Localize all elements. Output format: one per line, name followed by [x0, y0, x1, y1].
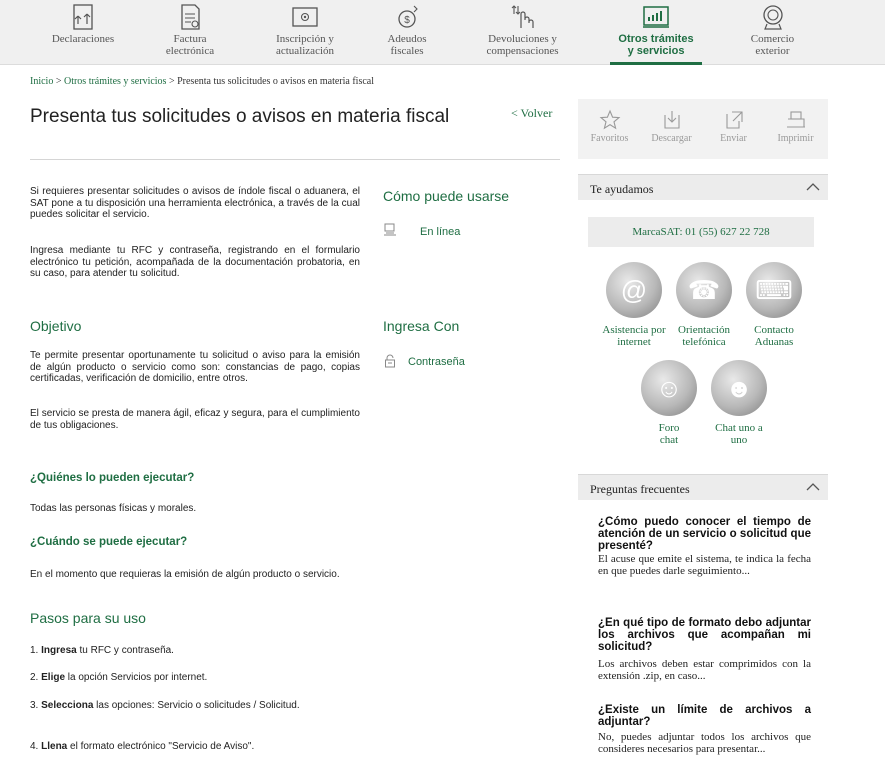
- actions-bar: [578, 99, 828, 159]
- faq-question[interactable]: ¿Existe un límite de archivos a adjuntar?: [598, 704, 811, 728]
- chevron-up-icon[interactable]: [806, 482, 820, 492]
- help-item-label: Orientación telefónica: [678, 324, 730, 348]
- action-label: Descargar: [651, 133, 692, 144]
- help-asistencia-internet[interactable]: [599, 262, 669, 348]
- page-title: Presenta tus solicitudes o avisos en materia fiscal: [30, 106, 450, 127]
- faq-question[interactable]: ¿Cómo puedo conocer el tiempo de atención de un servicio o solicitud que presenté?: [598, 516, 811, 552]
- help-item-label: Contacto Aduanas: [754, 324, 794, 348]
- breadcrumb-separator: >: [166, 76, 178, 87]
- help-panel-header[interactable]: [578, 174, 828, 200]
- step-verb: Selecciona: [41, 700, 94, 711]
- faq-panel-header[interactable]: [578, 474, 828, 500]
- action-label: Imprimir: [777, 133, 814, 144]
- step-verb: Ingresa: [41, 645, 77, 656]
- send-icon: [723, 109, 745, 131]
- help-orientacion-telefonica[interactable]: [669, 262, 739, 348]
- help-item-label: Asistencia por internet: [602, 324, 666, 348]
- breadcrumb-current: Presenta tus solicitudes o avisos en materia fiscal: [177, 76, 374, 87]
- help-foro-chat[interactable]: [634, 360, 704, 446]
- nav-item-devoluciones[interactable]: [475, 0, 570, 65]
- breadcrumb-home[interactable]: Inicio: [30, 76, 54, 87]
- chat-people-icon: ☺: [641, 360, 697, 416]
- nav-label: Adeudos fiscales: [387, 33, 427, 57]
- faq-answer: Los archivos deben estar comprimidos con la extensión .zip, en caso...: [598, 658, 811, 682]
- chat-person-icon: ☻: [711, 360, 767, 416]
- step-text: las opciones: Servicio o solicitudes / Solicitud.: [93, 700, 300, 711]
- nav-item-otros-tramites[interactable]: [610, 0, 702, 65]
- nav-label: Devoluciones y compensaciones: [486, 33, 559, 57]
- help-panel-title: Te ayudamos: [590, 182, 654, 196]
- enviar-button[interactable]: [706, 105, 761, 144]
- objetivo-heading: Objetivo: [30, 318, 82, 334]
- otros-tramites-icon: [641, 2, 671, 32]
- intro-paragraph-2: Ingresa mediante tu RFC y contraseña, registrando en el formulario electrónico tu petición, acompañada de la documentación probatoria, en su caso, para atender tu solicitud.: [30, 245, 360, 279]
- devoluciones-icon: [508, 2, 538, 32]
- help-item-label: Chat uno a uno: [715, 422, 763, 446]
- step-number: 4.: [30, 741, 39, 752]
- adeudos-icon: [392, 2, 422, 32]
- pasos-heading: Pasos para su uso: [30, 610, 146, 626]
- descargar-button[interactable]: [644, 105, 699, 144]
- step-number: 2.: [30, 672, 39, 683]
- at-sign-icon: @: [606, 262, 662, 318]
- inscripcion-icon: [290, 2, 320, 32]
- step-verb: Elige: [41, 672, 66, 683]
- action-label: Favoritos: [590, 133, 629, 144]
- title-divider: [30, 159, 560, 160]
- top-navigation: [0, 0, 885, 65]
- step-text: la opción Servicios por internet.: [65, 672, 208, 683]
- chevron-up-icon[interactable]: [806, 182, 820, 192]
- breadcrumb-section[interactable]: Otros trámites y servicios: [63, 76, 167, 87]
- objetivo-paragraph-2: El servicio se presta de manera ágil, eficaz y segura, para el cumplimiento de tus obligaciones.: [30, 408, 360, 431]
- quienes-paragraph: Todas las personas físicas y morales.: [30, 503, 197, 514]
- imprimir-button[interactable]: [768, 105, 823, 144]
- action-label: Enviar: [720, 133, 747, 144]
- ingresa-heading: Ingresa Con: [383, 318, 460, 334]
- cuando-heading: ¿Cuándo se puede ejecutar?: [30, 536, 188, 548]
- help-chat-uno-a-uno[interactable]: [704, 360, 774, 446]
- nav-label: Otros trámites y servicios: [618, 33, 694, 57]
- nav-label: Declaraciones: [51, 33, 115, 45]
- en-linea-option[interactable]: En línea: [420, 226, 461, 238]
- nav-label: Inscripción y actualización: [275, 33, 335, 57]
- help-contacto-aduanas[interactable]: [739, 262, 809, 348]
- computer-icon: [383, 223, 397, 237]
- step-verb: Llena: [41, 741, 68, 752]
- cuando-paragraph: En el momento que requieras la emisión de algún producto o servicio.: [30, 569, 340, 580]
- nav-label: Factura electrónica: [165, 33, 215, 57]
- faq-panel-title: Preguntas frecuentes: [590, 482, 690, 496]
- step-item: [30, 672, 365, 684]
- nav-item-comercio-exterior[interactable]: [735, 0, 810, 65]
- breadcrumb: [30, 76, 374, 87]
- step-number: 1.: [30, 645, 39, 656]
- print-icon: [785, 109, 807, 131]
- nav-item-adeudos[interactable]: [372, 0, 442, 65]
- phone-number: MarcaSAT: 01 (55) 627 22 728: [588, 217, 814, 247]
- step-item: [30, 645, 365, 657]
- download-icon: [661, 109, 683, 131]
- nav-label: Comercio exterior: [750, 33, 795, 57]
- intro-paragraph: Si requieres presentar solicitudes o avisos de índole fiscal o aduanera, el SAT pone a tu disposición una herramienta electrónica, a través de la cual puedes solicitar el servicio.: [30, 186, 360, 220]
- lock-icon: [383, 354, 397, 368]
- back-link[interactable]: < Volver: [511, 106, 553, 120]
- step-text: el formato electrónico "Servicio de Aviso".: [67, 741, 255, 752]
- step-text: tu RFC y contraseña.: [76, 645, 174, 656]
- nav-item-declaraciones[interactable]: [38, 0, 128, 65]
- star-icon: [599, 109, 621, 131]
- faq-answer: No, puedes adjuntar todos los archivos que consideres necesarios para presentar...: [598, 731, 811, 755]
- headset-icon: ☎: [676, 262, 732, 318]
- contrasena-option[interactable]: Contraseña: [408, 356, 465, 368]
- objetivo-paragraph: Te permite presentar oportunamente tu solicitud o aviso para la emisión de algún producto o servicio como son: constancias de pago, copias certificadas, verificación de domicilio, entre otros.: [30, 350, 360, 384]
- nav-item-factura[interactable]: [150, 0, 230, 65]
- faq-question[interactable]: ¿En qué tipo de formato debo adjuntar los archivos que acompañan mi solicitud?: [598, 617, 811, 653]
- faq-answer: El acuse que emite el sistema, te indica la fecha en que puedes darle seguimiento...: [598, 553, 811, 577]
- declaraciones-icon: [68, 2, 98, 32]
- comercio-exterior-icon: [758, 2, 788, 32]
- step-item: [30, 741, 365, 753]
- help-item-label: Foro chat: [658, 422, 680, 446]
- breadcrumb-separator: >: [53, 76, 64, 87]
- como-heading: Cómo puede usarse: [383, 188, 510, 204]
- svg-text:$: $: [404, 15, 410, 26]
- nav-item-inscripcion[interactable]: [260, 0, 350, 65]
- step-number: 3.: [30, 700, 39, 711]
- favoritos-button[interactable]: [582, 105, 637, 144]
- keyboard-icon: ⌨: [746, 262, 802, 318]
- factura-icon: [175, 2, 205, 32]
- step-item: [30, 700, 365, 712]
- quienes-heading: ¿Quiénes lo pueden ejecutar?: [30, 472, 195, 484]
